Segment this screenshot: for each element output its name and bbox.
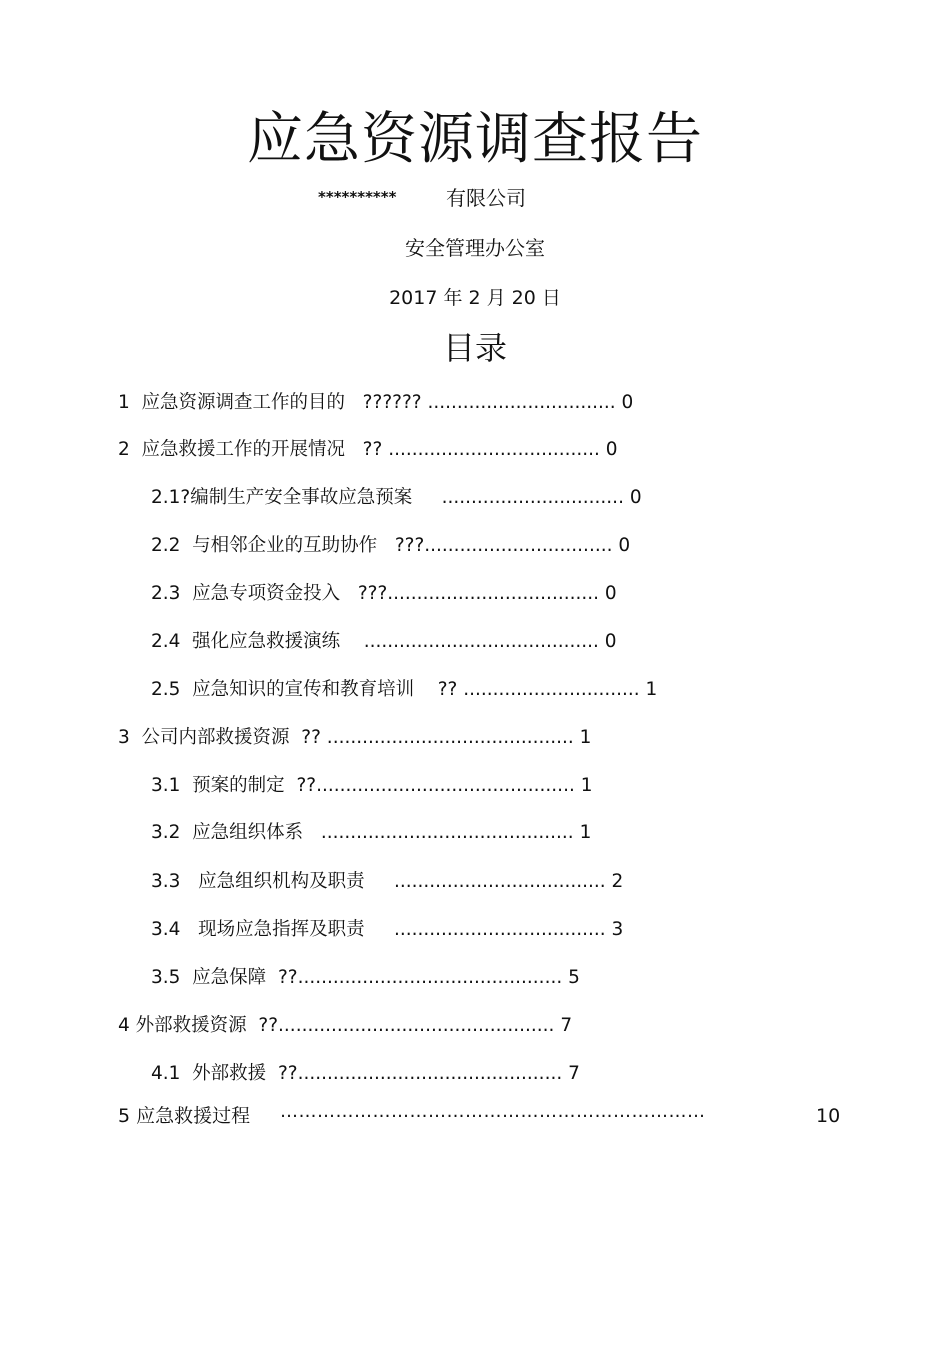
document-title: 应急资源调查报告 [247, 107, 703, 172]
report-date: 2017 年 2 月 20 日 [389, 287, 561, 309]
department-name: 安全管理办公室 [405, 236, 545, 260]
toc-entry-1[interactable]: 1 应急资源调查工作的目的 ?????? ................................ 0 [118, 392, 634, 413]
toc-entry-3[interactable]: 3 公司内部救援资源 ?? .......................................... 1 [118, 727, 592, 748]
toc-entry-2-3[interactable]: 2.3 应急专项资金投入 ???.................................... 0 [151, 583, 617, 604]
toc-entry-2[interactable]: 2 应急救援工作的开展情况 ?? .................................... 0 [118, 439, 618, 460]
toc-entry-2-2[interactable]: 2.2 与相邻企业的互助协作 ???................................ 0 [151, 535, 631, 556]
toc-entry-5-page: 10 [816, 1105, 841, 1127]
toc-heading: 目录 [442, 329, 507, 367]
company-name-mask: ********** [318, 188, 397, 206]
toc-entry-5-leader: …………………………………………………………… [280, 1101, 706, 1122]
toc-entry-4[interactable]: 4 外部救援资源 ??............................................... 7 [118, 1015, 573, 1036]
toc-entry-3-5[interactable]: 3.5 应急保障 ??............................................. 5 [151, 967, 580, 988]
toc-entry-2-4[interactable]: 2.4 强化应急救援演练 ........................................ 0 [151, 631, 617, 652]
company-name: 有限公司 [446, 186, 526, 210]
toc-entry-2-5[interactable]: 2.5 应急知识的宣传和教育培训 ?? .............................. 1 [151, 679, 658, 700]
toc-entry-5-label[interactable]: 5 应急救援过程 [118, 1105, 251, 1127]
toc-entry-3-4[interactable]: 3.4 现场应急指挥及职责 .................................... 3 [151, 919, 624, 940]
toc-entry-4-1[interactable]: 4.1 外部救援 ??............................................. 7 [151, 1063, 580, 1084]
toc-entry-3-3[interactable]: 3.3 应急组织机构及职责 .................................... 2 [151, 871, 624, 892]
toc-entry-3-2[interactable]: 3.2 应急组织体系 ........................................... 1 [151, 822, 592, 843]
toc-entry-2-1[interactable]: 2.1?编制生产安全事故应急预案 ............................... 0 [151, 487, 642, 508]
toc-entry-3-1[interactable]: 3.1 预案的制定 ??............................................ 1 [151, 775, 593, 796]
